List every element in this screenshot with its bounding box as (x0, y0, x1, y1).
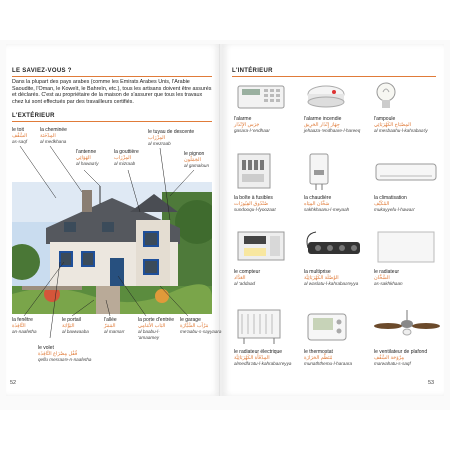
item-climatisation: la climatisation المُكَيِّف mukayyefu-l-hawaa' (374, 195, 415, 213)
item-boite-fusibles: la boîte à fusibles صُنْدُوق الفِيُوزَات sundooqu-l-fyoozaat (234, 195, 276, 213)
label-pignon: le pignon الجَمَلُون al gamaloun (184, 151, 210, 169)
thermostat-icon (304, 310, 350, 344)
item-compteur: le compteur العَدَّاد al 'addaad (234, 269, 261, 287)
label-gouttiere: la gouttière المِزْرَاب al mizraab (114, 149, 139, 167)
item-ampoule: l'ampoule المِصْبَاح الكَهْرَبَائِي al mesbaahu-l-kahrabaa'iy (374, 116, 428, 134)
interieur-rule (232, 76, 436, 77)
label-tuyau-descente: le tuyau de descente المِزْرَاب al mezraab (148, 129, 195, 147)
saviez-title: LE SAVIEZ-VOUS ? (12, 68, 72, 74)
interieur-title: L'INTÉRIEUR (232, 68, 273, 74)
label-toit: le toit السَّقْف as-saqf (12, 127, 28, 145)
power-strip-icon (304, 228, 364, 266)
exterieur-title: L'EXTÉRIEUR (12, 113, 55, 119)
page-number-left: 52 (10, 380, 17, 386)
label-cheminee: la cheminée المِدْخَنَة al medkhana (40, 127, 67, 145)
fuse-box-icon (234, 150, 274, 192)
air-conditioner-icon (374, 158, 438, 188)
label-volet: le volet قُفْل مِصْرَاع النَّافِذَة qeflu mesraa'e-n-naafetha (38, 345, 92, 363)
label-garage: le garage مَرْآب السَّيَّارَة me'aabu-s-sayyaara (180, 317, 222, 335)
item-chaudiere: la chaudière سَخَّان المِيَاه sakhkhaanu-l-meyaah (304, 195, 350, 213)
page-number-right: 53 (428, 380, 435, 386)
label-fenetre: la fenêtre النَّافِذَة an-naafetha (12, 317, 37, 335)
item-radiateur-electrique: le radiateur électrique المِدْفَأَة الكَهْرَبَائِيَّة almedfa'atu-l-kahrabaa'eyya (234, 349, 292, 367)
item-ventilateur-plafond: le ventilateur de plafond مِرْوَحَة السَّقْف marwahatu-s-saqf (374, 349, 428, 367)
label-antenne: l'antenne الهَوَائِي al hawaa'iy (76, 149, 99, 167)
electric-heater-icon (234, 304, 284, 348)
boiler-icon (304, 150, 334, 192)
item-multiprise: la multiprise الوُصْلَة الكَهْرَبَائِيَّة al waslatu-l-kahrabaa'eyya (304, 269, 359, 287)
item-alarme: l'alarme جَرَس الإِنْذَار gasara-l-'endhaar (234, 116, 270, 134)
ceiling-fan-icon (374, 310, 440, 344)
label-portail: le portail البَوَّابَة al bawwaaba (62, 317, 89, 335)
meter-icon (234, 226, 288, 266)
smoke-detector-icon (304, 80, 348, 114)
item-thermostat: le thermostat مُنَظِّم الحَرَارَة munaththemu-l-haraara (304, 349, 353, 367)
radiator-icon (374, 226, 438, 266)
light-bulb-icon (374, 80, 398, 114)
alarm-panel-icon (234, 80, 288, 114)
label-allee: l'allée المَمَرّ al mamarr (104, 317, 125, 335)
item-radiateur: le radiateur السَّخَّان as-sakhkhaan (374, 269, 403, 287)
saviez-text: Dans la plupart des pays arabes (comme les Emirats Arabes Unis, l'Arabie Saoudite, l'Oman, le Koweït, le Bahreïn, etc.), tous les artisans doivent être assurés et déclarés. C'est au propriétaire de la maison de s'assurer que tous les travaux chez lui sont effectués par des travailleurs certifiés. (12, 79, 212, 105)
item-alarme-incendie: l'alarme incendie جِهَاز إِنْذَار الحَرِيق jehaaza-'endhaare-l-hareeq (304, 116, 361, 134)
label-porte-entree: la porte d'entrée البَاب الأَمَامِي al baabu-l-'amaamey (138, 317, 174, 340)
